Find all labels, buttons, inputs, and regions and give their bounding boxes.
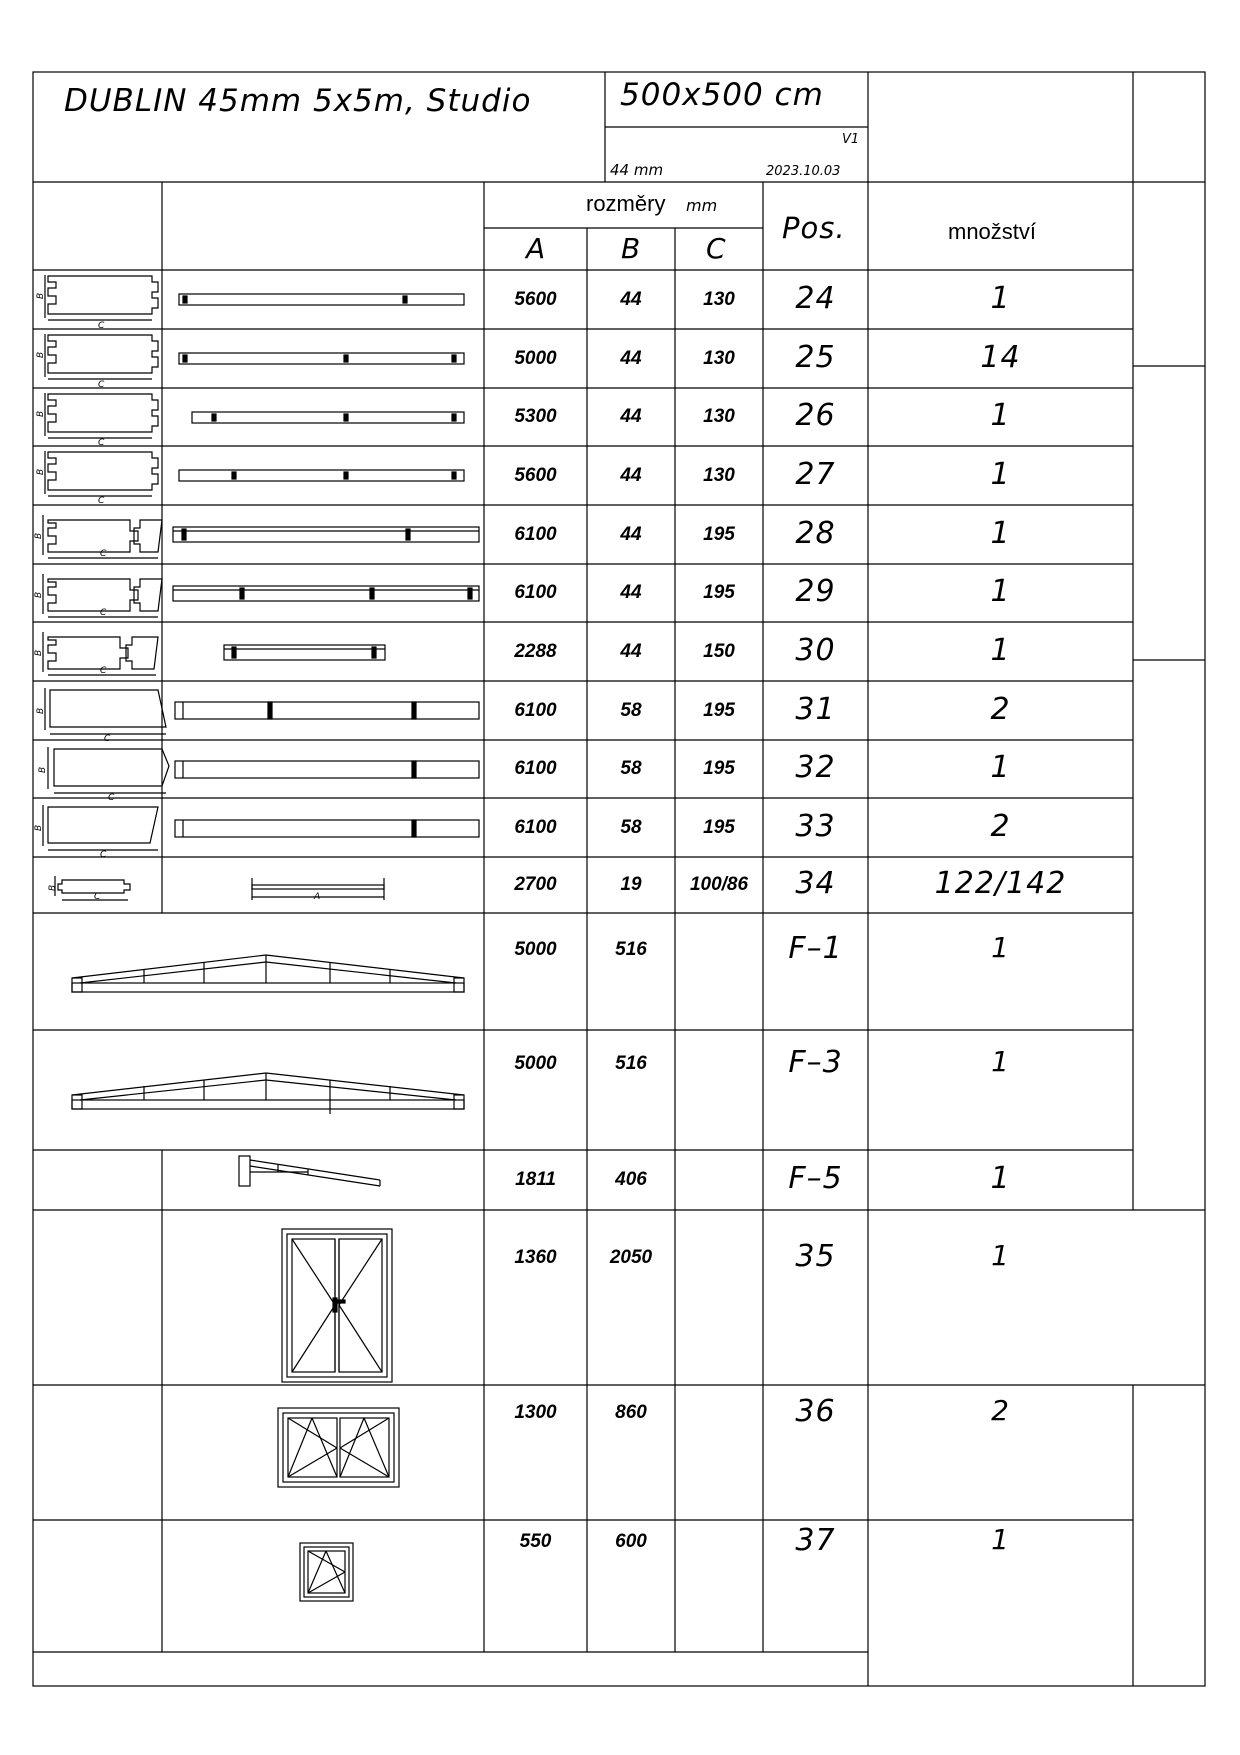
row-qty-cell: 1 (991, 1238, 1010, 1272)
row-pos-cell: F–3 (788, 1045, 843, 1080)
header-dimensions: rozměry (586, 191, 666, 216)
board-28-icon (173, 527, 479, 542)
row-b-cell: 58 (620, 816, 642, 838)
row-c-cell: 195 (703, 582, 735, 603)
profile-33-icon (43, 805, 158, 850)
row-qty-cell: 1 (991, 930, 1010, 964)
profile-25-icon (45, 334, 158, 379)
row-a-cell: 2288 (514, 640, 557, 662)
svg-text:C: C (98, 380, 105, 390)
row-b-cell: 2050 (609, 1246, 653, 1268)
svg-text:B: B (36, 468, 46, 475)
drawing-title: DUBLIN 45mm 5x5m, Studio (64, 83, 532, 119)
row-b-cell: 58 (620, 699, 642, 721)
row-pos-cell: 28 (795, 515, 836, 551)
row-a-cell: 6100 (514, 582, 557, 603)
profile-31-icon (45, 688, 166, 734)
header-dimensions-unit: mm (686, 196, 718, 215)
row-qty-cell: 1 (990, 632, 1011, 668)
svg-text:B: B (34, 532, 44, 539)
row-qty-cell: 14 (980, 339, 1021, 375)
truss-f3-icon (72, 1073, 464, 1114)
row-a-cell: 6100 (514, 699, 557, 721)
row-pos-cell: 37 (795, 1523, 836, 1558)
row-b-cell: 44 (620, 406, 642, 427)
row-c-cell: 130 (703, 464, 735, 486)
row-pos-cell: 27 (795, 456, 836, 492)
row-qty-cell: 1 (990, 750, 1011, 785)
row-pos-cell: 34 (795, 866, 836, 901)
row-qty-cell: 1 (991, 1045, 1010, 1078)
truss-drawings (72, 955, 464, 1186)
row-pos-cell: 25 (795, 339, 836, 375)
svg-text:C: C (98, 496, 105, 506)
row-pos-cell: 30 (795, 632, 836, 668)
row-b-cell: 516 (615, 1053, 647, 1074)
header-col-c: C (706, 232, 727, 265)
row-qty-cell: 2 (990, 808, 1011, 844)
row-c-cell: 195 (703, 816, 735, 838)
profile-32-icon (48, 747, 169, 793)
window-36-icon (278, 1408, 399, 1487)
row-b-cell: 58 (620, 758, 642, 779)
row-qty-cell: 1 (990, 574, 1011, 609)
header-quantity: množství (948, 219, 1037, 244)
truss-f5-icon (239, 1156, 380, 1186)
row-c-cell: 130 (703, 347, 735, 369)
board-29-icon (173, 586, 479, 601)
row-a-cell: 6100 (514, 758, 557, 779)
svg-text:B: B (34, 591, 44, 598)
svg-text:B: B (38, 766, 48, 773)
svg-text:C: C (108, 793, 115, 803)
row-a-cell: 5600 (514, 464, 557, 486)
window-37-icon (300, 1543, 353, 1601)
row-c-cell: 195 (703, 523, 735, 545)
drawing-version: V1 (842, 132, 860, 147)
row-b-cell: 44 (620, 523, 642, 545)
profile-27-icon (45, 451, 158, 496)
row-b-cell: 860 (615, 1401, 647, 1423)
row-qty-cell: 1 (990, 280, 1011, 316)
row-b-cell: 19 (620, 874, 642, 895)
row-a-cell: 5600 (514, 288, 557, 310)
drawing-thickness: 44 mm (610, 161, 664, 179)
profile-26-icon (45, 393, 158, 438)
row-a-cell: 6100 (514, 523, 557, 545)
svg-text:C: C (100, 549, 107, 559)
row-b-cell: 44 (620, 347, 642, 369)
row-pos-cell: 24 (795, 280, 836, 316)
board-24-icon (179, 294, 464, 305)
header-col-a: A (526, 232, 547, 265)
svg-text:C: C (98, 438, 105, 448)
row-pos-cell: 33 (795, 808, 836, 844)
svg-text:B: B (36, 707, 46, 714)
row-b-cell: 44 (620, 582, 642, 603)
svg-text:B: B (34, 824, 44, 831)
profile-24-icon (45, 275, 158, 320)
board-32-icon (175, 761, 479, 778)
drawing-size: 500x500 cm (620, 77, 824, 113)
profile-dimension-labels (34, 293, 115, 902)
profile-34-icon (55, 876, 130, 900)
row-qty-cell: 2 (990, 691, 1011, 727)
row-a-cell: 1360 (514, 1246, 557, 1268)
row-c-cell: 100/86 (689, 874, 749, 895)
row-b-cell: 406 (615, 1169, 647, 1190)
row-pos-cell: F–1 (788, 930, 843, 966)
header-col-b: B (621, 232, 642, 265)
row-a-cell: 5000 (514, 347, 557, 369)
svg-text:B: B (34, 649, 44, 656)
board-34-dim-label: A (314, 892, 321, 902)
row-qty-cell: 1 (991, 1523, 1010, 1556)
row-pos-cell: 36 (795, 1393, 836, 1429)
row-a-cell: 1811 (515, 1169, 556, 1190)
drawing-date: 2023.10.03 (766, 164, 841, 179)
svg-text:C: C (100, 608, 107, 618)
row-a-cell: 2700 (514, 874, 557, 895)
row-qty-cell: 1 (990, 1161, 1011, 1196)
svg-text:C: C (98, 321, 105, 331)
svg-text:C: C (94, 892, 101, 902)
row-pos-cell: 26 (795, 398, 836, 433)
row-pos-cell: F–5 (788, 1161, 843, 1196)
row-b-cell: 44 (620, 640, 642, 662)
row-c-cell: 195 (703, 699, 735, 721)
row-a-cell: 5000 (514, 938, 557, 960)
board-30-icon (224, 645, 385, 660)
row-b-cell: 44 (620, 464, 642, 486)
row-a-cell: 1300 (514, 1401, 557, 1423)
row-c-cell: 130 (703, 406, 735, 427)
header-position: Pos. (782, 211, 846, 245)
row-pos-cell: 29 (795, 574, 836, 609)
board-33-icon (175, 820, 479, 837)
row-qty-cell: 1 (990, 456, 1011, 492)
row-pos-cell: 31 (795, 691, 836, 727)
row-a-cell: 550 (519, 1531, 552, 1552)
svg-text:B: B (36, 351, 46, 358)
row-qty-cell: 2 (991, 1393, 1010, 1427)
board-26-icon (192, 412, 464, 423)
row-c-cell: 195 (703, 758, 735, 779)
svg-text:C: C (104, 734, 111, 744)
row-qty-cell: 122/142 (934, 866, 1067, 901)
row-b-cell: 516 (615, 938, 647, 960)
board-27-icon (179, 470, 464, 481)
svg-text:C: C (100, 666, 107, 676)
board-drawings (173, 294, 479, 900)
row-pos-cell: 32 (795, 750, 836, 785)
row-c-cell: 130 (703, 288, 735, 310)
window-drawings (278, 1229, 399, 1601)
row-qty-cell: 1 (990, 398, 1011, 433)
door-35-icon (282, 1229, 392, 1382)
board-31-icon (175, 702, 479, 719)
row-b-cell: 600 (615, 1531, 647, 1552)
row-pos-cell: 35 (795, 1238, 836, 1274)
svg-text:B: B (36, 410, 46, 417)
row-a-cell: 5300 (514, 406, 557, 427)
truss-f1-icon (72, 955, 464, 992)
row-b-cell: 44 (620, 288, 642, 310)
row-a-cell: 6100 (514, 816, 557, 838)
board-25-icon (179, 353, 464, 364)
row-a-cell: 5000 (514, 1053, 557, 1074)
svg-text:B: B (48, 884, 58, 891)
profile-drawings (43, 275, 169, 900)
row-c-cell: 150 (703, 640, 735, 662)
svg-text:B: B (36, 292, 46, 299)
svg-text:C: C (100, 850, 107, 860)
row-qty-cell: 1 (990, 515, 1011, 551)
